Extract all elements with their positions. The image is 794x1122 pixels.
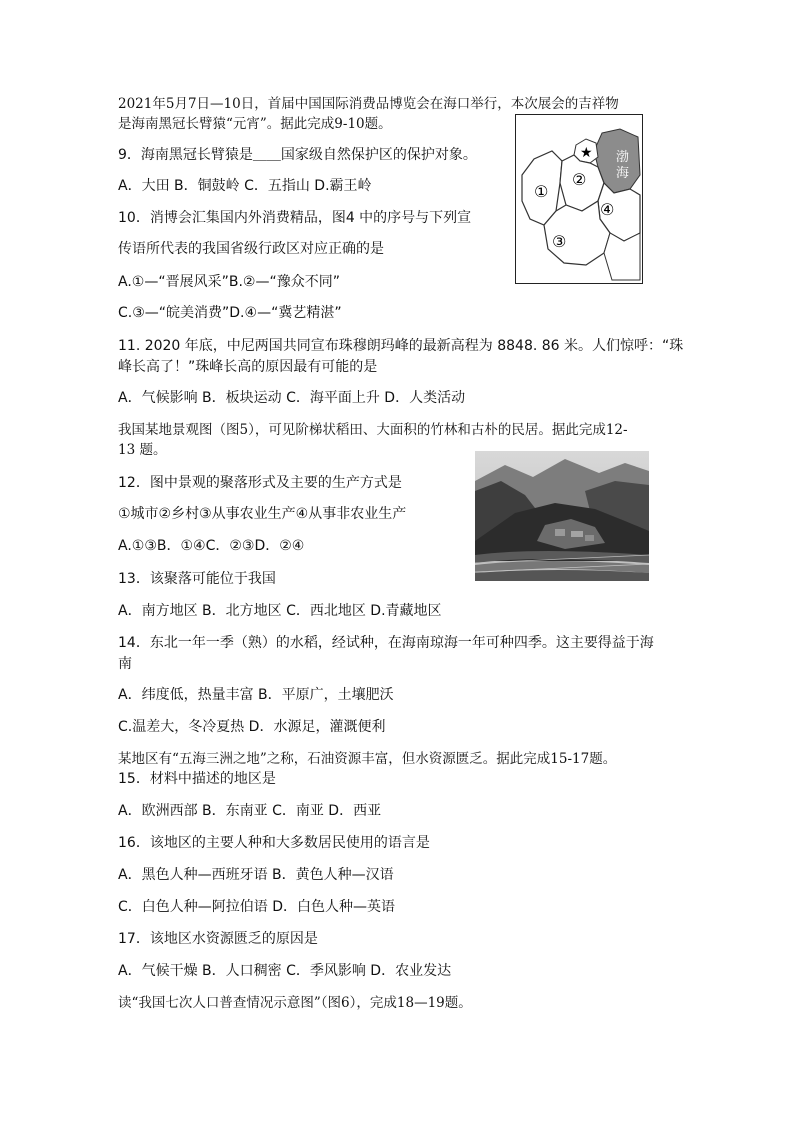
intro-18: 读“我国七次人口普查情况示意图”（图6），完成18—19题。 bbox=[118, 995, 472, 1011]
question-12-items: ①城市②乡村③从事农业生产④从事非农业生产 bbox=[118, 506, 407, 522]
intro-12-line-1: 我国某地景观图（图5），可见阶梯状稻田、大面积的竹林和古朴的民居。据此完成12- bbox=[118, 422, 628, 438]
landscape-photo bbox=[475, 451, 649, 581]
sea-label-hai: 海 bbox=[616, 166, 630, 181]
question-13-options: A．南方地区 B．北方地区 C．西北地区 D.青藏地区 bbox=[118, 603, 442, 619]
province-map-figure bbox=[515, 114, 643, 284]
question-11-line-2: 峰长高了！”珠峰长高的原因最有可能的是 bbox=[118, 359, 378, 375]
question-12: 12．图中景观的聚落形式及主要的生产方式是 bbox=[118, 475, 402, 491]
question-14-options-cd: C.温差大，冬冷夏热 D．水源足，灌溉便利 bbox=[118, 719, 386, 735]
question-10-line-2: 传语所代表的我国省级行政区对应正确的是 bbox=[118, 241, 384, 257]
question-10-line-1: 10．消博会汇集国内外消费精品，图4 中的序号与下列宣 bbox=[118, 210, 472, 226]
map-label-3: ③ bbox=[552, 232, 567, 251]
photo-house-1 bbox=[555, 529, 565, 536]
question-15-options: A．欧洲西部 B．东南亚 C．南亚 D．西亚 bbox=[118, 803, 382, 819]
question-16-options-ab: A．黑色人种—西班牙语 B．黄色人种—汉语 bbox=[118, 867, 394, 883]
landscape-photo-svg bbox=[475, 451, 649, 581]
question-11-options: A．气候影响 B．板块运动 C．海平面上升 D．人类活动 bbox=[118, 390, 466, 406]
sea-label-bo: 渤 bbox=[616, 150, 630, 165]
map-label-2: ② bbox=[572, 170, 587, 189]
intro-line-1: 2021年5月7日—10日，首届中国国际消费品博览会在海口举行，本次展会的吉祥物 bbox=[118, 96, 619, 112]
question-17-options: A．气候干燥 B．人口稠密 C．季风影响 D．农业发达 bbox=[118, 963, 452, 979]
question-17: 17．该地区水资源匮乏的原因是 bbox=[118, 931, 318, 947]
province-map-svg bbox=[516, 115, 641, 282]
question-16: 16．该地区的主要人种和大多数居民使用的语言是 bbox=[118, 835, 430, 851]
question-12-options: A.①③B．①④C．②③D．②④ bbox=[118, 538, 305, 554]
question-14-options-ab: A．纬度低，热量丰富 B．平原广，土壤肥沃 bbox=[118, 687, 394, 703]
photo-terrace-3 bbox=[475, 570, 649, 581]
intro-12-line-2: 13 题。 bbox=[118, 442, 167, 458]
question-10-options-ab: A.①—“晋展风采”B.②—“豫众不同” bbox=[118, 274, 340, 290]
photo-house-2 bbox=[571, 531, 583, 537]
question-9-options: A．大田 B．铜鼓岭 C．五指山 D.霸王岭 bbox=[118, 178, 372, 194]
capital-star-icon: ★ bbox=[580, 145, 593, 161]
question-14-line-2: 南 bbox=[118, 656, 132, 672]
question-16-options-cd: C．白色人种—阿拉伯语 D．白色人种—英语 bbox=[118, 899, 396, 915]
question-14-line-1: 14．东北一年一季（熟）的水稻，经试种，在海南琼海一年可种四季。这主要得益于海 bbox=[118, 635, 654, 651]
intro-15: 某地区有“五海三洲之地”之称，石油资源丰富，但水资源匮乏。据此完成15-17题。 bbox=[118, 751, 617, 767]
intro-line-2: 是海南黑冠长臂猿“元宵”。据此完成9-10题。 bbox=[118, 116, 392, 132]
question-13: 13．该聚落可能位于我国 bbox=[118, 571, 276, 587]
map-label-4: ④ bbox=[600, 200, 615, 219]
question-9: 9．海南黑冠长臂猿是＿＿国家级自然保护区的保护对象。 bbox=[118, 147, 477, 163]
map-label-1: ① bbox=[534, 182, 549, 201]
photo-house-3 bbox=[585, 535, 594, 541]
question-11-line-1: 11. 2020 年底，中尼两国共同宣布珠穆朗玛峰的最新高程为 8848. 86 米。人们惊呼：“珠 bbox=[118, 338, 684, 354]
question-10-options-cd: C.③—“皖美消费”D.④—“冀艺精湛” bbox=[118, 305, 342, 321]
southern-region-shape bbox=[604, 233, 640, 280]
question-15: 15．材料中描述的地区是 bbox=[118, 771, 276, 787]
